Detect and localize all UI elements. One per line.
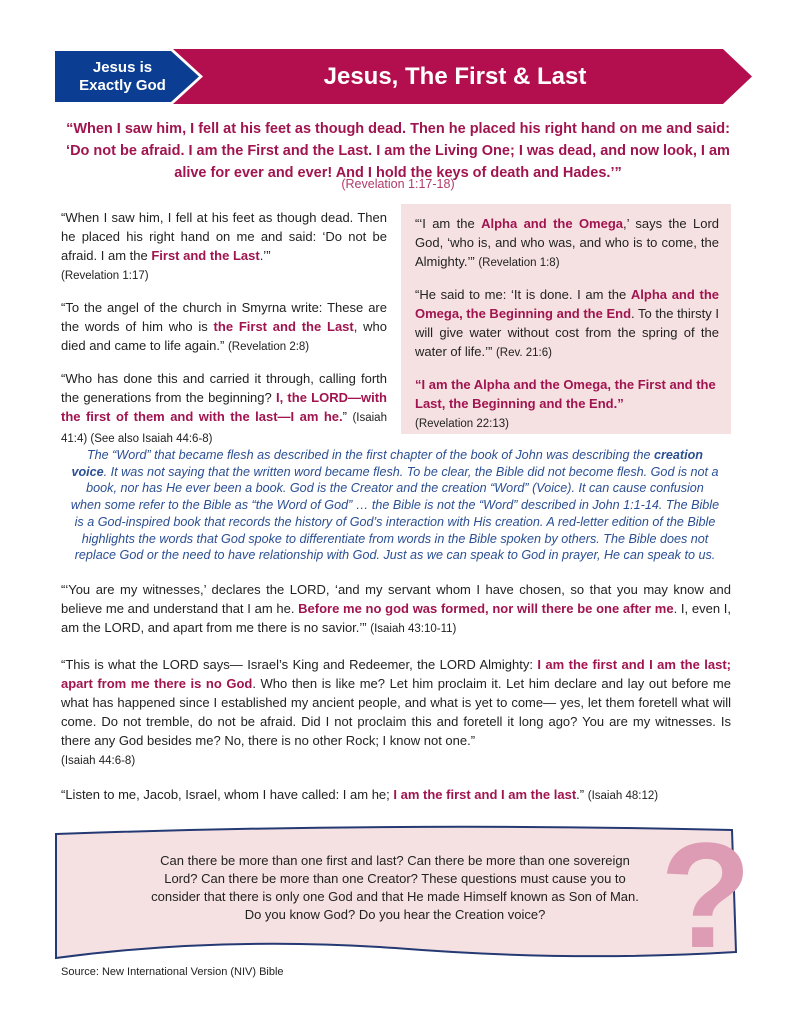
badge-line-1: Jesus is	[92, 58, 153, 76]
verse-reference: (Rev. 21:6)	[495, 347, 552, 359]
header-banner	[55, 49, 752, 104]
question-text: Can there be more than one first and last? Can there be more than one sovereign Lord? Can there be more than one Creator? These questions must cause you to consider that there is only one God and that He made Himself known as Son of Man. Do you know God? Do you hear the Creation voice?	[151, 853, 639, 922]
verse-revelation-1-8: “‘I am the Alpha and the Omega,’ says the Lord God, ‘who is, and who was, and who is to come, the Almighty.’” (Revelation 1:8)	[415, 216, 719, 269]
verse-isaiah-44-6: “This is what the LORD says— Israel’s King and Redeemer, the LORD Almighty: I am the first and I am the last; apart from me there is no God. Who then is like me? Let him proclaim it. Let him declare and lay out before me what has happened since I established my ancient people, and what is yet to come— yes, let them foretell what will come. Do not tremble, do not be afraid. Did I not proclaim this and foretell it long ago? You are my witnesses. Is there any God besides me? No, there is no other Rock; I know not one.” (Isaiah 44:6-8)	[61, 657, 731, 767]
verse-isaiah-43-10: “‘You are my witnesses,’ declares the LORD, ‘and my servant whom I have chosen, so that you may know and believe me and understand that I am he. Before me no god was formed, nor will there be one after me. I, even I, am the LORD, and apart from me there is no savior.’” (Isaiah 43:10-11)	[61, 582, 731, 635]
verse-reference: (Revelation 22:13)	[415, 418, 509, 430]
section-badge	[55, 49, 190, 104]
verse-reference: (Revelation 1:17)	[61, 270, 149, 282]
verse-revelation-21-6: “He said to me: ‘It is done. I am the Alpha and the Omega, the Beginning and the End. To the thirsty I will give water without cost from the spring of the water of life.’” (Rev. 21:6)	[415, 287, 719, 359]
lead-quote: “When I saw him, I fell at his feet as though dead. Then he placed his right hand on me and said: ‘Do not be afraid. I am the First and the Last. I am the Living One; I was dead, and now look, I am alive for ever and ever! And I hold the keys of death and Hades.’”	[66, 121, 730, 181]
verse-reference: (Isaiah 41:4) (See also Isaiah 44:6-8)	[61, 412, 387, 445]
word-explanation-note: The “Word” that became flesh as described in the first chapter of the book of John was describing the creation voice. It was not saying that the written word became flesh. To be clear, the Bible did not become flesh. God is not a book, nor has He ever been a book. God is the Creator and the creation “Word” (Voice). It can cause confusion when some refer to the Bible as “the Word of God” … the Bible is not the “Word” described in John 1:1-14. The Bible is a God-inspired book that records the history of God’s interaction with His creation. A red-letter edition of the Bible highlights the words that God spoke to differentiate from words in the Bible spoken by others. The Bible does not replace God or the need to have relationship with God. Just as we can speak to God in prayer, He can speak to us.	[70, 448, 720, 563]
page-title: Jesus, The First & Last	[323, 62, 587, 90]
alpha-omega-box	[401, 204, 731, 434]
verse-reference: (Revelation 2:8)	[227, 341, 310, 353]
source-note: Source: New International Version (NIV) Bible	[61, 966, 284, 978]
verse-reference: (Isaiah 43:10-11)	[370, 623, 457, 635]
verse-revelation-2-8: “To the angel of the church in Smyrna write: These are the words of him who is the First and the Last, who died and came to life again.” (Revelation 2:8)	[61, 300, 387, 353]
verse-isaiah-48-12: “Listen to me, Jacob, Israel, whom I have called: I am he; I am the first and I am the last.” (Isaiah 48:12)	[61, 787, 659, 802]
verse-reference: (Isaiah 48:12)	[587, 790, 659, 802]
left-column	[61, 208, 387, 461]
verse-isaiah-41-4: “Who has done this and carried it through, calling forth the generations from the beginning? I, the LORD—with the first of them and with the last—I am he.” (Isaiah 41:4) (See also Isaiah 44:6-8)	[61, 371, 387, 445]
verse-reference: (Revelation 1:8)	[478, 257, 560, 269]
verse-revelation-1-17: “When I saw him, I fell at his feet as though dead. Then he placed his right hand on me and said: ‘Do not be afraid. I am the First and the Last.’” (Revelation 1:17)	[61, 210, 387, 282]
lead-reference: (Revelation 1:17-18)	[341, 177, 455, 191]
question-mark-icon: ?	[660, 811, 752, 979]
badge-line-2: Exactly God	[79, 76, 166, 94]
verse-revelation-22-13: “I am the Alpha and the Omega, the First and the Last, the Beginning and the End.” (Revelation 22:13)	[415, 377, 716, 430]
verse-reference: (Isaiah 44:6-8)	[61, 755, 136, 767]
note-emphasis: creation voice	[71, 448, 703, 479]
